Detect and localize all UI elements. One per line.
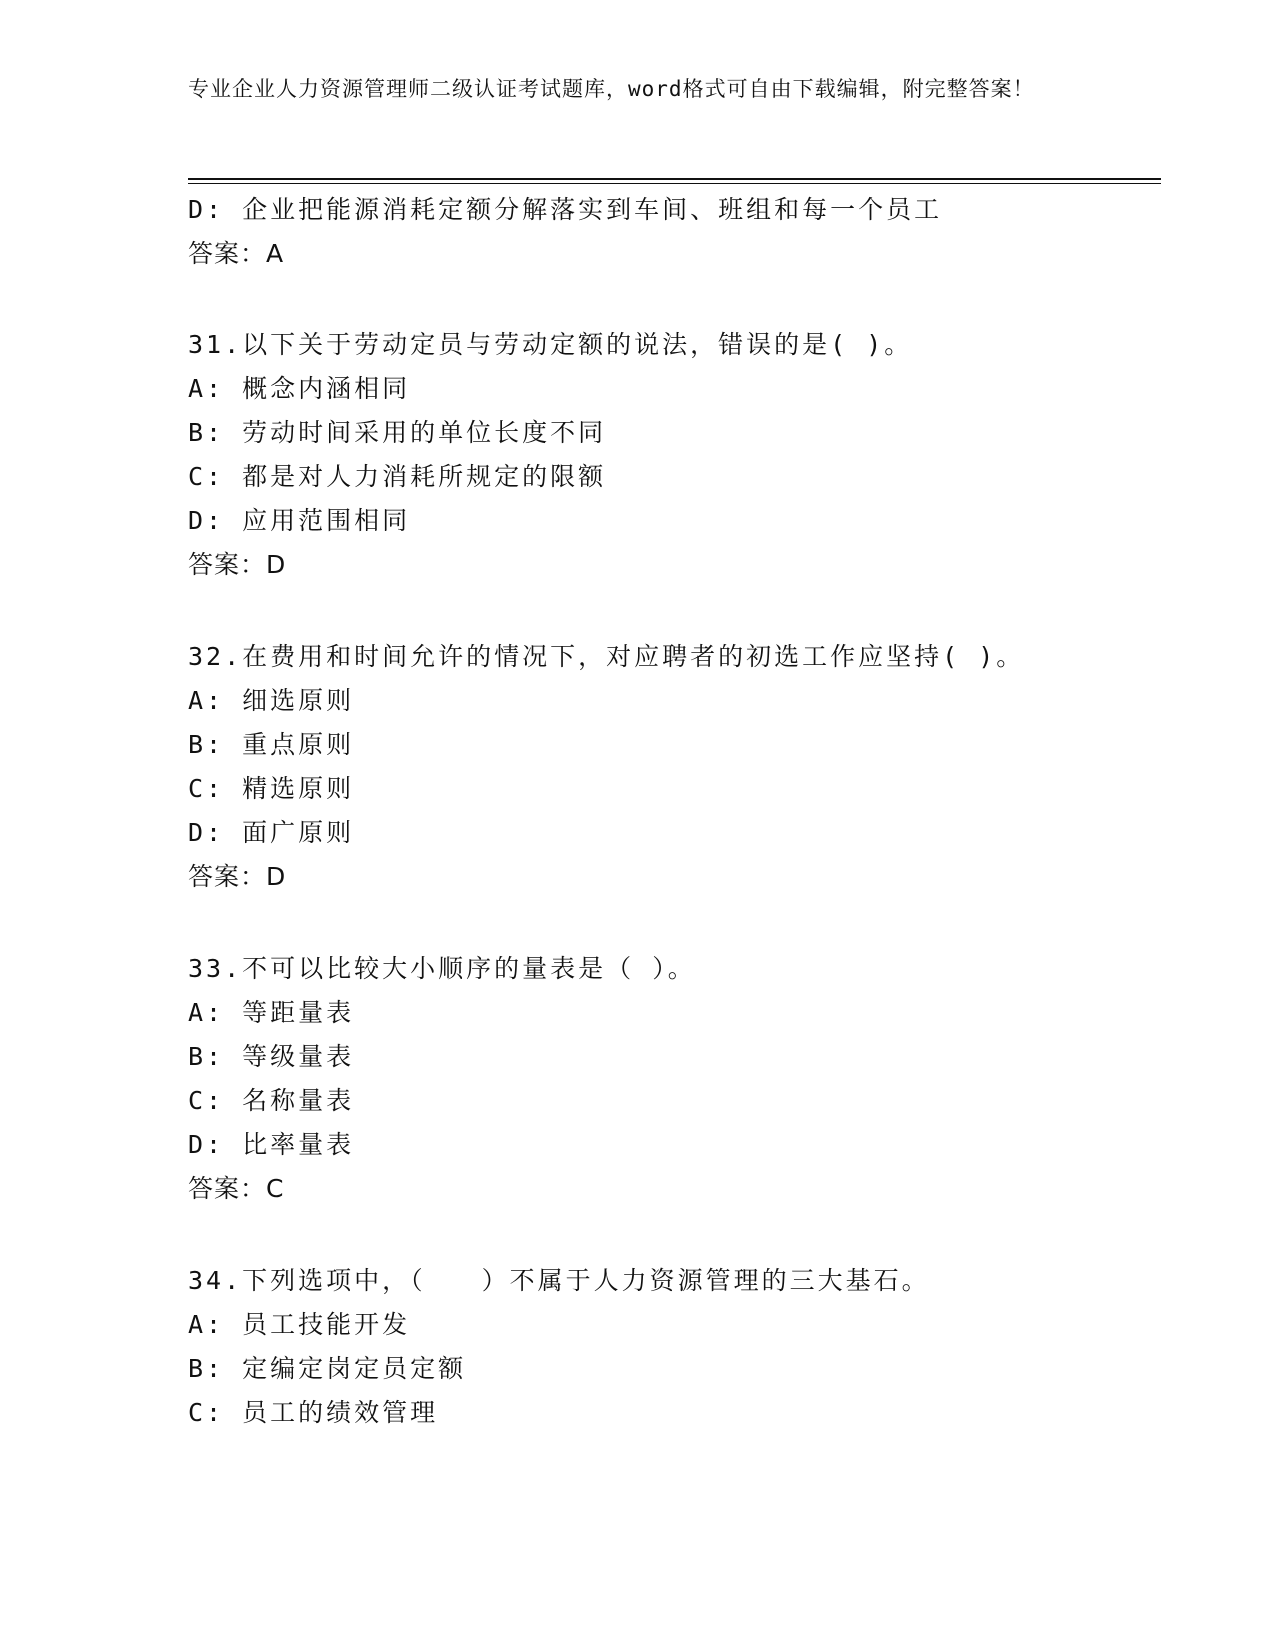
option-line: D: 企业把能源消耗定额分解落实到车间、班组和每一个员工 (188, 195, 943, 224)
option-line: D: 应用范围相同 (188, 506, 411, 535)
option-line: B: 等级量表 (188, 1042, 355, 1071)
option-line: C: 都是对人力消耗所规定的限额 (188, 462, 607, 491)
question-32: 32.在费用和时间允许的情况下，对应聘者的初选工作应坚持( )。 (188, 642, 1025, 671)
option-line: A: 员工技能开发 (188, 1310, 411, 1339)
option-line: D: 比率量表 (188, 1130, 355, 1159)
option-line: A: 细选原则 (188, 686, 355, 715)
document-header: 专业企业人力资源管理师二级认证考试题库，word格式可自由下载编辑，附完整答案！ (188, 77, 1035, 101)
answer-line: 答案：D (188, 550, 287, 579)
option-line: C: 精选原则 (188, 774, 355, 803)
option-line: B: 定编定岗定员定额 (188, 1354, 467, 1383)
answer-line: 答案：C (188, 1174, 285, 1203)
option-line: B: 重点原则 (188, 730, 355, 759)
question-34: 34.下列选项中，（ ）不属于人力资源管理的三大基石。 (188, 1266, 930, 1295)
option-line: B: 劳动时间采用的单位长度不同 (188, 418, 607, 447)
header-rule-thin (188, 183, 1161, 184)
answer-line: 答案：A (188, 239, 285, 268)
option-line: C: 员工的绩效管理 (188, 1398, 439, 1427)
option-line: C: 名称量表 (188, 1086, 355, 1115)
question-33: 33.不可以比较大小顺序的量表是（ ）。 (188, 954, 696, 983)
option-line: A: 等距量表 (188, 998, 355, 1027)
option-line: A: 概念内涵相同 (188, 374, 411, 403)
question-31: 31.以下关于劳动定员与劳动定额的说法，错误的是( )。 (188, 330, 913, 359)
header-rule-thick (188, 178, 1161, 180)
option-line: D: 面广原则 (188, 818, 355, 847)
answer-line: 答案：D (188, 862, 287, 891)
